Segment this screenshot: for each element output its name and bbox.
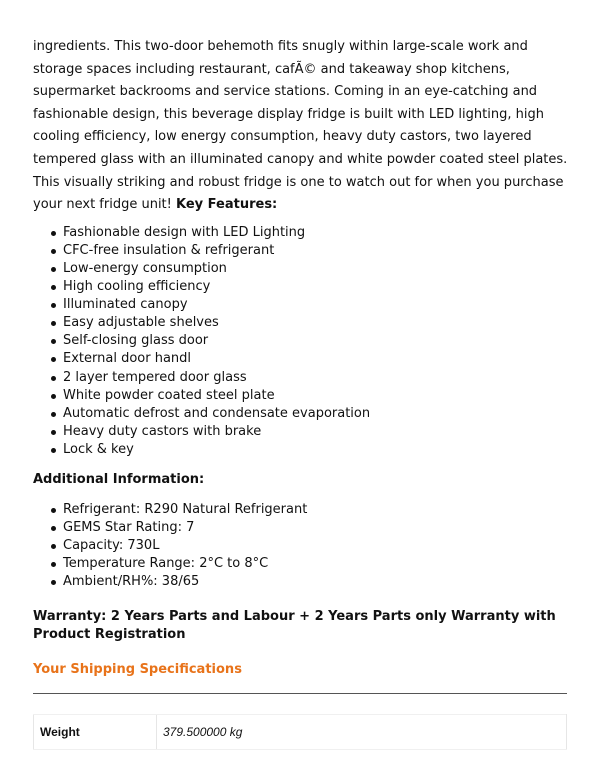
additional-info-heading: Additional Information: <box>33 471 205 487</box>
list-item: Temperature Range: 2°C to 8°C <box>63 555 568 573</box>
list-item: Self-closing glass door <box>63 332 568 350</box>
list-item: Refrigerant: R290 Natural Refrigerant <box>63 501 568 519</box>
description-text: ingredients. This two-door behemoth fits snugly within large-scale work and storage spaces including restaurant, cafÃ© and takeaway shop kitchens, supermarket backrooms and service stations. Coming in an eye-catching and fashionable design, this beverage display fridge is built with LED lighting, high cooling efficiency, low energy consumption, heavy duty castors, two layered tempered glass with an illuminated canopy and white powder coated steel plates. This visually striking and robust fridge is one to watch out for when you purchase your next fridge unit! <box>33 39 568 213</box>
list-item: Ambient/RH%: 38/65 <box>63 573 568 591</box>
list-item: Illuminated canopy <box>63 296 568 314</box>
list-item: External door handl <box>63 350 568 368</box>
list-item: Fashionable design with LED Lighting <box>63 224 568 242</box>
list-item: High cooling efficiency <box>63 278 568 296</box>
list-item: Low-energy consumption <box>63 260 568 278</box>
shipping-specs-title: Your Shipping Specifications <box>33 662 242 678</box>
warranty-text: Warranty: 2 Years Parts and Labour + 2 Years Parts only Warranty with Product Registration <box>33 609 556 643</box>
key-features-list <box>33 224 568 459</box>
key-features-label: Key Features: <box>176 197 278 213</box>
shipping-specs-table <box>33 714 567 750</box>
list-item: Easy adjustable shelves <box>63 314 568 332</box>
list-item: White powder coated steel plate <box>63 387 568 405</box>
list-item: 2 layer tempered door glass <box>63 369 568 387</box>
list-item: GEMS Star Rating: 7 <box>63 519 568 537</box>
spec-label: Weight <box>34 715 157 750</box>
list-item: Capacity: 730L <box>63 537 568 555</box>
divider <box>33 693 567 694</box>
additional-info-list <box>33 501 568 591</box>
description-paragraph <box>33 36 568 217</box>
product-description-content <box>33 36 568 750</box>
list-item: Heavy duty castors with brake <box>63 423 568 441</box>
table-row <box>34 715 567 750</box>
list-item: Automatic defrost and condensate evaporation <box>63 405 568 423</box>
spec-value: 379.500000 kg <box>157 715 567 750</box>
list-item: CFC-free insulation & refrigerant <box>63 242 568 260</box>
list-item: Lock & key <box>63 441 568 459</box>
